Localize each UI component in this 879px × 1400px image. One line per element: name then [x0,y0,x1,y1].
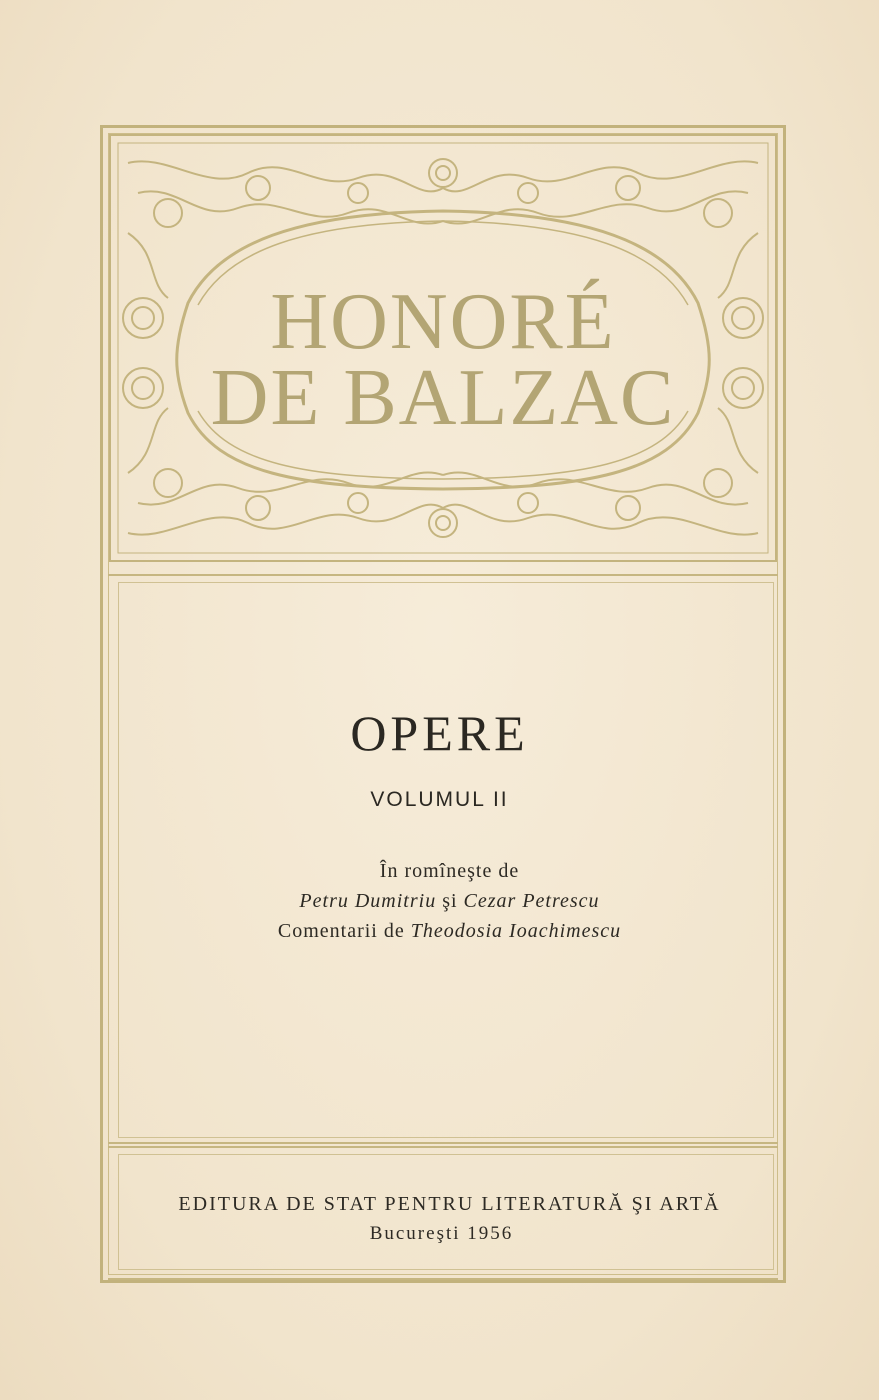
publisher-name: EDITURA DE STAT PENTRU LITERATURĂ ŞI ARTĂ [178,1193,721,1215]
translator-1: Petru Dumitriu [299,890,437,912]
credits-block [0,856,879,946]
author-surname: DE BALZAC [210,354,676,442]
translation-intro: În romîneşte de [379,860,520,882]
work-title: OPERE [350,705,529,761]
commentator: Theodosia Ioachimescu [410,920,622,942]
translator-2: Cezar Petrescu [463,890,600,912]
translators-line [0,886,879,916]
commentary-intro: Comentarii de [277,920,405,942]
place-and-year: Bucureşti 1956 [369,1223,514,1244]
author-first-name: HONORÉ [270,278,616,366]
volume-label: VOLUMUL II [370,788,509,811]
commentary-line [0,916,879,946]
conjunction: şi [442,890,458,912]
